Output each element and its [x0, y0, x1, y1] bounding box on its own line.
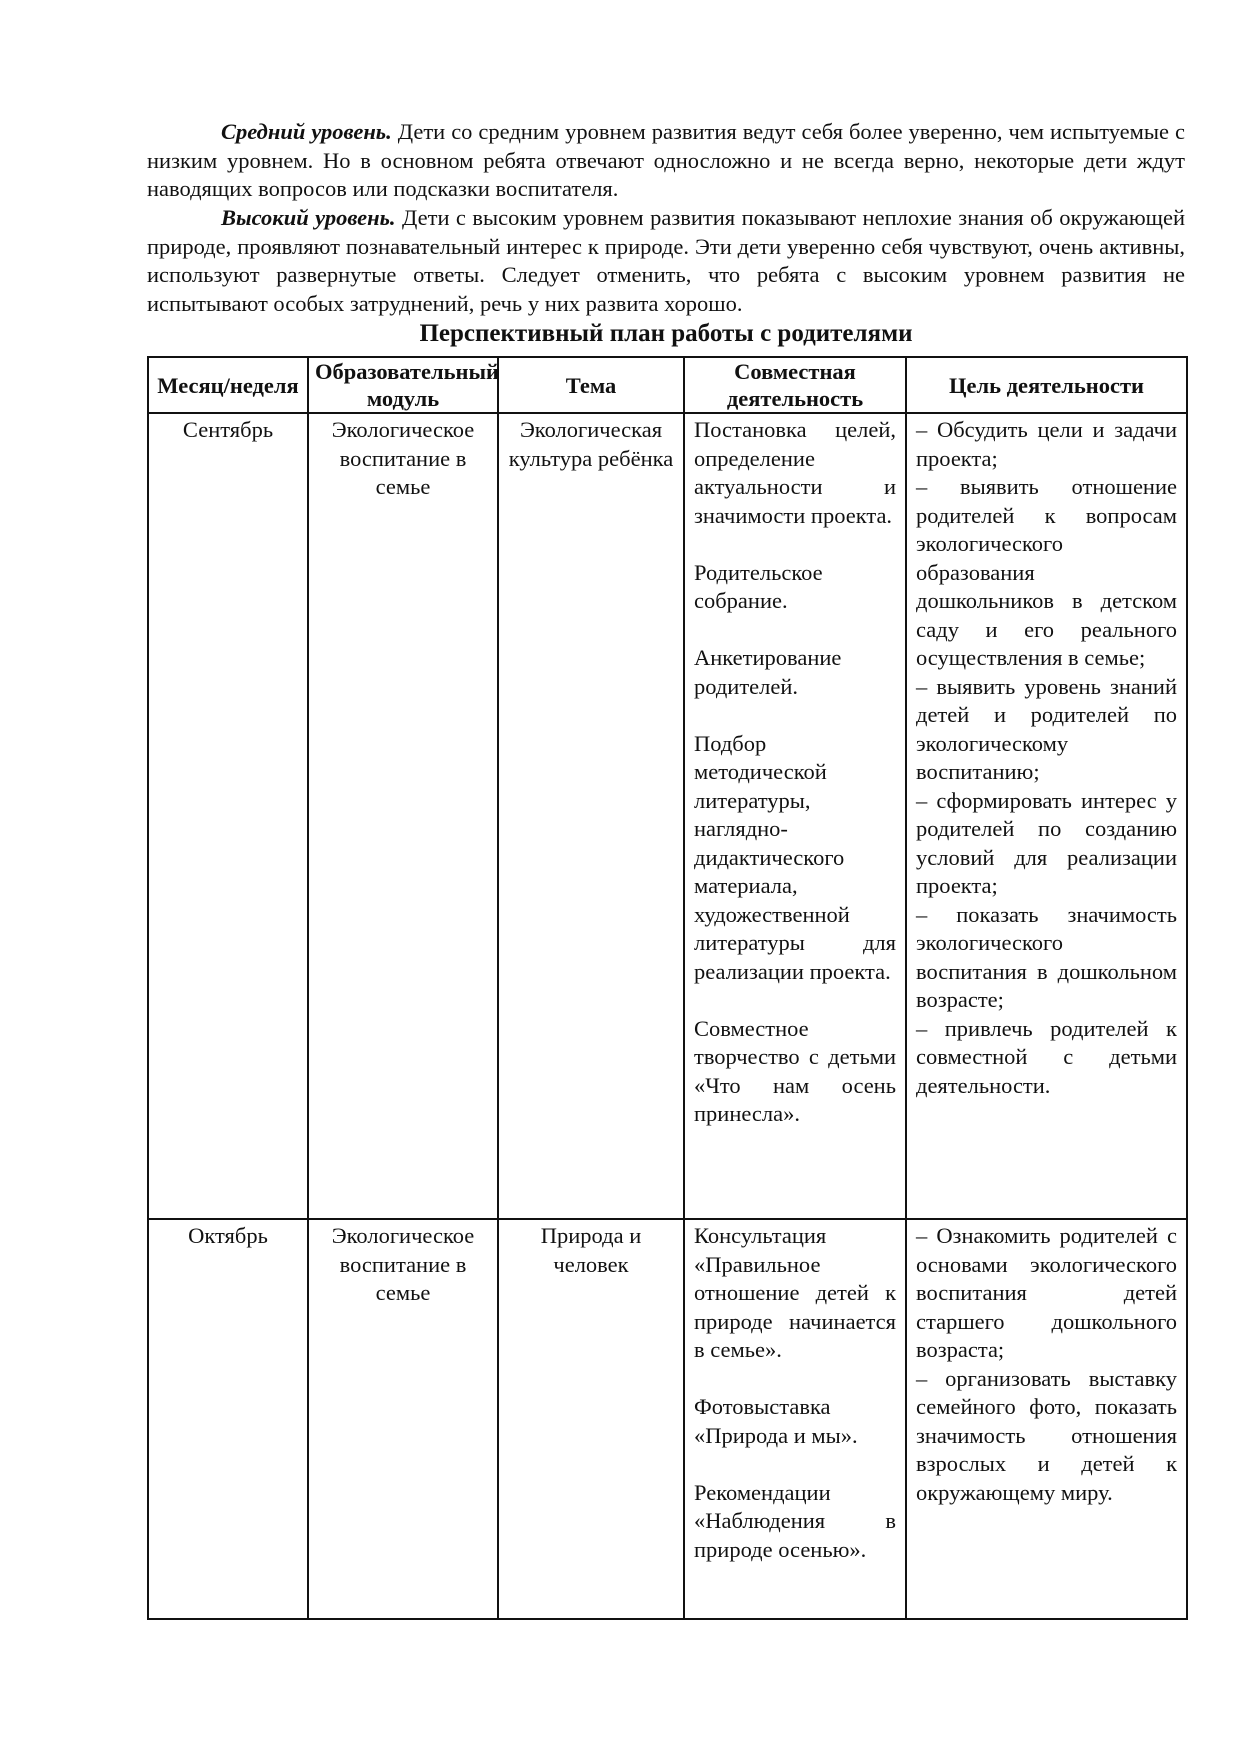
- header-month-week: Месяц/неделя: [148, 357, 308, 413]
- header-theme: Тема: [498, 357, 684, 413]
- activity-item: Фотовыставка «Природа и мы».: [694, 1394, 858, 1448]
- goal-item: – выявить уровень знаний детей и родителей по экологическому воспитанию;: [916, 673, 1177, 784]
- table-row: [148, 413, 1187, 1219]
- activity-item: Подбор методической литературы, наглядно-дидактического материала, художественной литературы для реализации проекта.: [694, 730, 896, 984]
- paragraph-medium-level: [147, 118, 1185, 204]
- goal-item: – Обсудить цели и задачи проекта;: [916, 417, 1177, 471]
- header-goal: Цель деятельности: [906, 357, 1187, 413]
- goal-item: – привлечь родителей к совместной с детьми деятельности.: [916, 1015, 1177, 1098]
- cell-goals: [906, 1219, 1187, 1619]
- parent-work-plan-table: [147, 356, 1188, 1620]
- cell-activities: [684, 413, 906, 1219]
- paragraph-text: Дети с высоким уровнем развития показывают неплохие знания об окружающей природе, проявляют познавательный интерес к природе. Эти дети уверенно себя чувствуют, очень активны, используют развернутые ответы. Следует отменить, что ребята с высоким уровнем развития не испытывают особых затруднений, речь у них развита хорошо.: [147, 205, 1185, 316]
- table-title: Перспективный план работы с родителями: [419, 320, 913, 347]
- goal-item: – показать значимость экологического воспитания в дошкольном возрасте;: [916, 901, 1177, 1012]
- cell-activities: [684, 1219, 906, 1619]
- goal-item: – Ознакомить родителей с основами экологического воспитания детей старшего дошкольного возраста;: [916, 1223, 1177, 1362]
- cell-month: Сентябрь: [148, 413, 308, 1219]
- cell-goals: [906, 413, 1187, 1219]
- table-header-row: [148, 357, 1187, 413]
- activity-item: Консультация «Правильное отношение детей к природе начинается в семье».: [694, 1223, 896, 1362]
- table-row: [148, 1219, 1187, 1619]
- paragraph-high-level: [147, 204, 1185, 318]
- activity-item: Анкетирование родителей.: [694, 645, 842, 699]
- goal-item: – сформировать интерес у родителей по созданию условий для реализации проекта;: [916, 787, 1177, 898]
- activity-item: Родительское собрание.: [694, 559, 823, 613]
- activity-item: Совместное творчество с детьми «Что нам осень принесла».: [694, 1015, 896, 1126]
- goal-item: – организовать выставку семейного фото, показать значимость отношения взрослых и детей к окружающему миру.: [916, 1365, 1177, 1505]
- activity-item: Постановка целей, определение актуальности и значимости проекта.: [694, 417, 896, 528]
- activity-item: Рекомендации «Наблюдения в природе осенью».: [694, 1479, 896, 1562]
- cell-theme: Природа и человек: [498, 1219, 684, 1619]
- cell-module: Экологическое воспитание в семье: [308, 1219, 498, 1619]
- goal-item: – выявить отношение родителей к вопросам экологического образования дошкольников в детском саду и его реального осуществления в семье;: [916, 474, 1177, 670]
- header-joint-activity: Совместная деятельность: [684, 357, 906, 413]
- cell-theme: Экологическая культура ребёнка: [498, 413, 684, 1219]
- paragraph-lead: Средний уровень.: [221, 119, 392, 144]
- cell-module: Экологическое воспитание в семье: [308, 413, 498, 1219]
- header-module: Образовательный модуль: [308, 357, 498, 413]
- paragraph-lead: Высокий уровень.: [221, 205, 396, 230]
- cell-month: Октябрь: [148, 1219, 308, 1619]
- paragraph-text: Дети со средним уровнем развития ведут себя более уверенно, чем испытуемые с низким уровнем. Но в основном ребята отвечают односложно и не всегда верно, некоторые дети ждут наводящих вопросов или подсказки воспитателя.: [147, 119, 1185, 201]
